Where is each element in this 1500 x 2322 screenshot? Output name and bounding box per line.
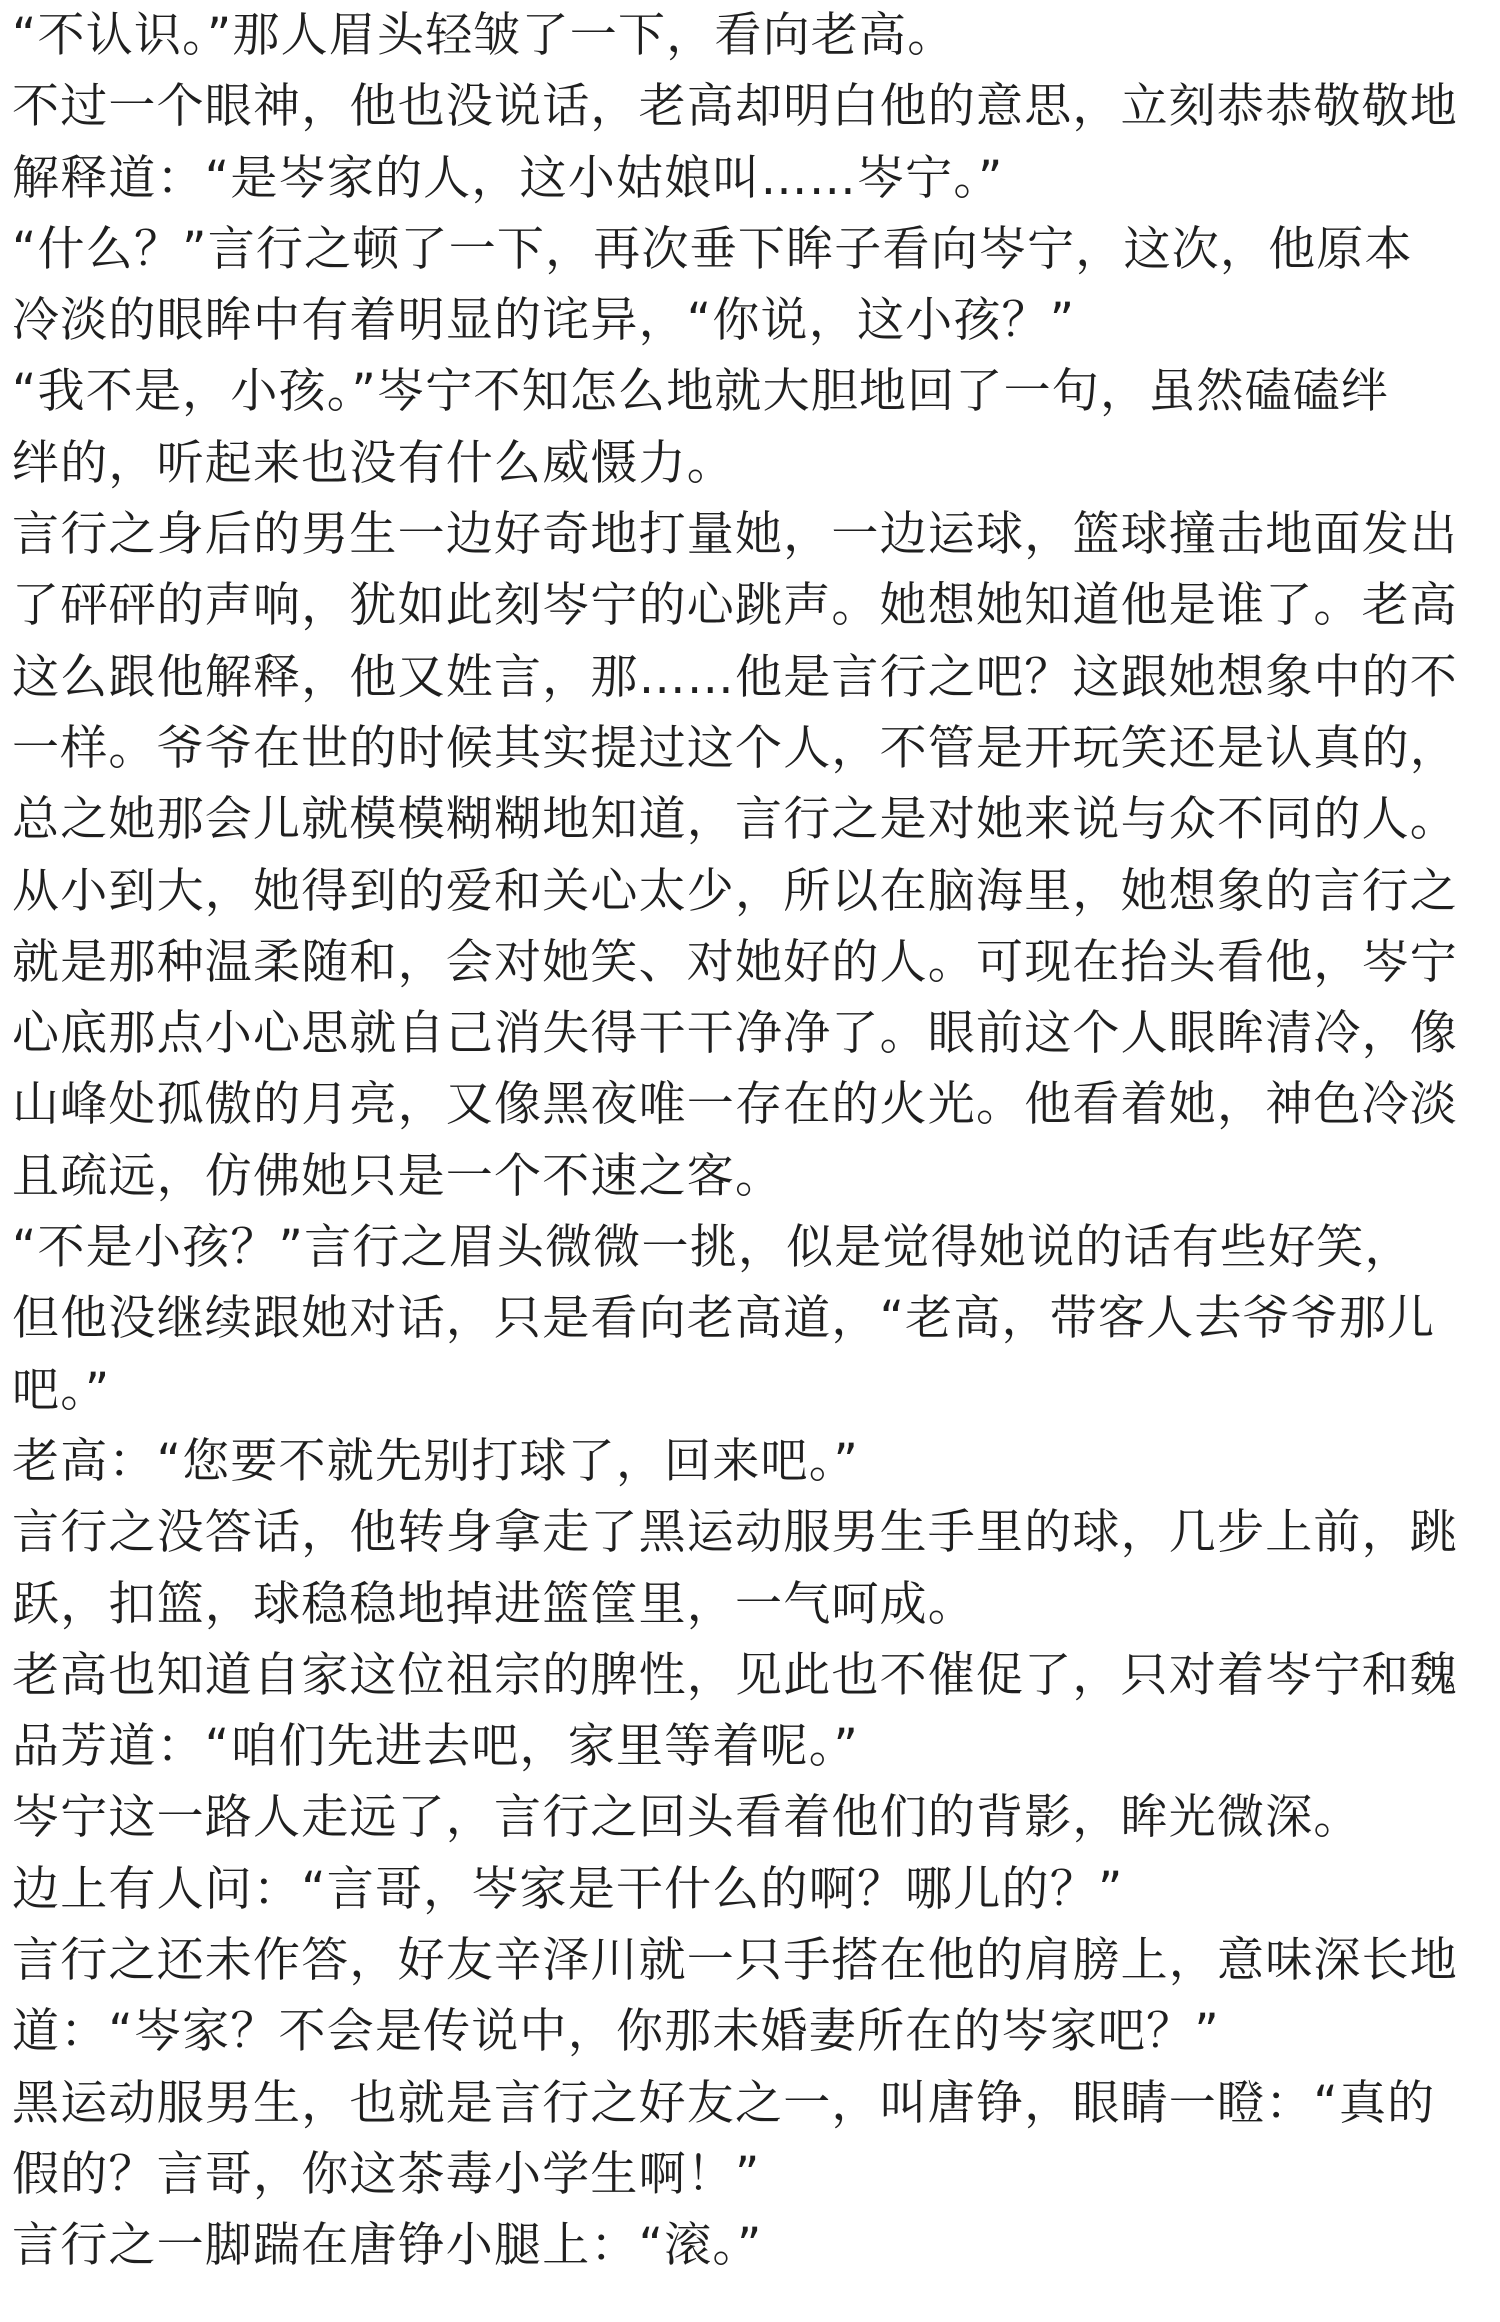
text-line: 冷淡的眼眸中有着明显的诧异，“你说，这小孩？”: [12, 293, 1076, 349]
text-line: 这么跟他解释，他又姓言，那……他是言行之吧？这跟她想象中的不: [12, 649, 1458, 705]
text-line: 言行之还未作答，好友辛泽川就一只手搭在他的肩膀上，意味深长地: [12, 1933, 1458, 1989]
text-line: 解释道：“是岑家的人，这小姑娘叫……岑宁。”: [12, 150, 1004, 206]
text-line: 跃，扣篮，球稳稳地掉进篮筐里，一气呵成。: [12, 1576, 976, 1632]
text-line: “不认识。”那人眉头轻皱了一下，看向老高。: [12, 8, 956, 63]
text-line: “什么？”言行之顿了一下，再次垂下眸子看向岑宁，这次，他原本: [12, 221, 1413, 277]
text-line: 言行之没答话，他转身拿走了黑运动服男生手里的球，几步上前，跳: [12, 1505, 1458, 1561]
text-line: 言行之一脚踹在唐铮小腿上：“滚。”: [12, 2218, 763, 2274]
text-line: 老高：“您要不就先别打球了，回来吧。”: [12, 1433, 859, 1489]
text-line: 了砰砰的声响，犹如此刻岑宁的心跳声。她想她知道他是谁了。老高: [12, 578, 1458, 634]
text-line: 岑宁这一路人走远了，言行之回头看着他们的背影，眸光微深。: [12, 1790, 1362, 1846]
text-line: 山峰处孤傲的月亮，又像黑夜唯一存在的火光。他看着她，神色冷淡: [12, 1077, 1458, 1133]
text-line: 道：“岑家？不会是传说中，你那未婚妻所在的岑家吧？”: [12, 2004, 1220, 2060]
text-line: 且疏远，仿佛她只是一个不速之客。: [12, 1148, 784, 1204]
text-line: 不过一个眼神，他也没说话，老高却明白他的意思，立刻恭恭敬敬地: [12, 79, 1458, 135]
text-line: 老高也知道自家这位祖宗的脾性，见此也不催促了，只对着岑宁和魏: [12, 1647, 1458, 1703]
text-line: 黑运动服男生，也就是言行之好友之一，叫唐铮，眼睛一瞪：“真的: [12, 2075, 1436, 2131]
text-line: 品芳道：“咱们先进去吧，家里等着呢。”: [12, 1719, 859, 1775]
text-line: 就是那种温柔随和，会对她笑、对她好的人。可现在抬头看他，岑宁: [12, 934, 1458, 990]
text-line: 一样。爷爷在世的时候其实提过这个人，不管是开玩笑还是认真的，: [12, 720, 1458, 776]
text-line: “我不是，小孩。”岑宁不知怎么地就大胆地回了一句，虽然磕磕绊: [12, 364, 1390, 420]
text-line: 边上有人问：“言哥，岑家是干什么的啊？哪儿的？”: [12, 1861, 1124, 1917]
text-line: 绊的，听起来也没有什么威慑力。: [12, 435, 735, 491]
text-line: 吧。”: [12, 1362, 111, 1418]
text-line: 言行之身后的男生一边好奇地打量她，一边运球，篮球撞击地面发出: [12, 507, 1458, 563]
text-line: 但他没继续跟她对话，只是看向老高道，“老高，带客人去爷爷那儿: [12, 1291, 1436, 1347]
text-line: “不是小孩？”言行之眉头微微一挑，似是觉得她说的话有些好笑，: [12, 1220, 1413, 1276]
text-line: 心底那点小心思就自己消失得干干净净了。眼前这个人眼眸清冷，像: [12, 1006, 1458, 1062]
text-line: 假的？言哥，你这茶毒小学生啊！”: [12, 2146, 761, 2202]
text-line: 总之她那会儿就模模糊糊地知道，言行之是对她来说与众不同的人。: [12, 792, 1458, 848]
text-line: 从小到大，她得到的爱和关心太少，所以在脑海里，她想象的言行之: [12, 863, 1458, 919]
